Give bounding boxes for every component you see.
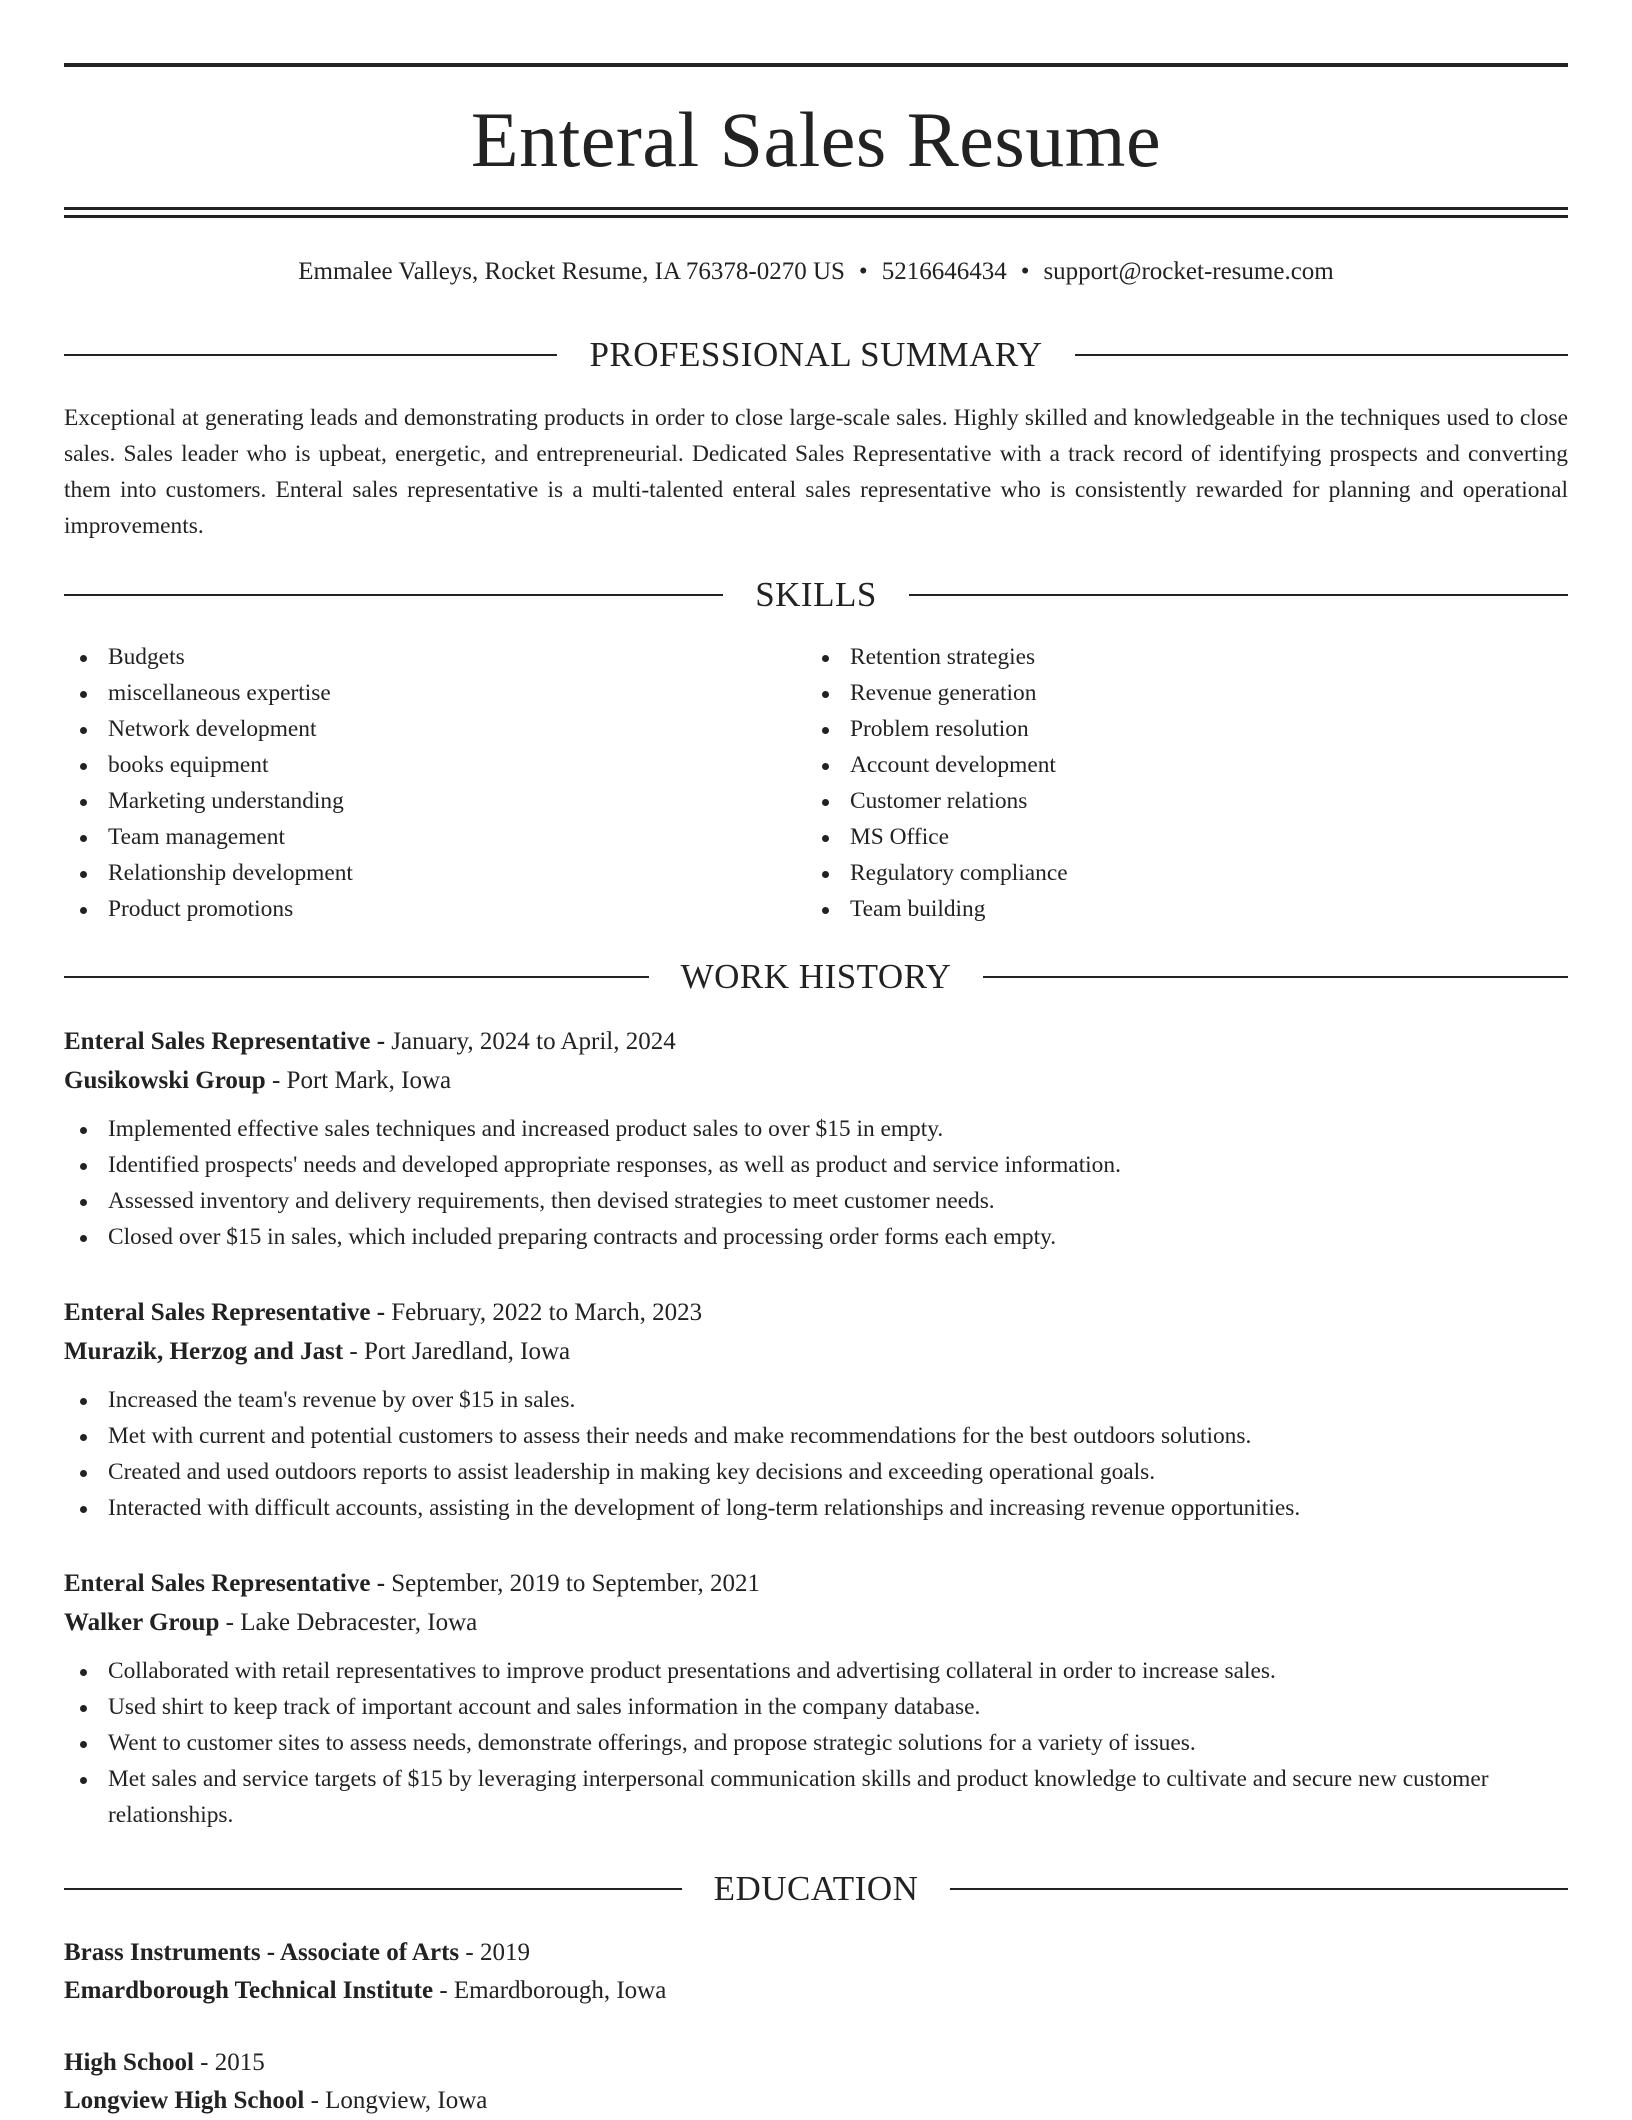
divider xyxy=(950,1888,1568,1890)
skills-list-left xyxy=(64,639,764,927)
job-bullet: Created and used outdoors reports to assist leadership in making key decisions and exceeding operational goals. xyxy=(64,1454,1568,1490)
contact-email[interactable]: support@rocket-resume.com xyxy=(1043,258,1334,285)
job-dates: January, 2024 to April, 2024 xyxy=(391,1028,676,1055)
job-bullet: Interacted with difficult accounts, assisting in the development of long-term relationships and increasing revenue opportunities. xyxy=(64,1490,1568,1526)
education-degree-line: High School - 2015 xyxy=(64,2049,265,2076)
skill-item: Budgets xyxy=(64,639,764,675)
skill-item: Network development xyxy=(64,711,764,747)
skill-item: Problem resolution xyxy=(806,711,1506,747)
job-company-line: Gusikowski Group - Port Mark, Iowa xyxy=(64,1067,452,1094)
section-title-work: WORK HISTORY xyxy=(680,957,952,996)
education-degree-line: Brass Instruments - Associate of Arts - 2019 xyxy=(64,1939,530,1966)
job-bullet: Identified prospects' needs and developed appropriate responses, as well as product and service information. xyxy=(64,1147,1568,1183)
top-rule xyxy=(64,63,1568,67)
education-location: Longview, Iowa xyxy=(325,2087,488,2114)
job-bullet: Went to customer sites to assess needs, demonstrate offerings, and propose strategic solutions for a variety of issues. xyxy=(64,1725,1568,1761)
job-bullet: Implemented effective sales techniques and increased product sales to over $15 in empty. xyxy=(64,1111,1568,1147)
job-bullets xyxy=(64,1111,1568,1255)
contact-separator: • xyxy=(1020,258,1030,285)
skill-item: Account development xyxy=(806,747,1506,783)
skills-list-right xyxy=(806,639,1506,927)
skill-item: Marketing understanding xyxy=(64,783,764,819)
contact-address: Emmalee Valleys, Rocket Resume, IA 76378-0270 US xyxy=(298,258,845,285)
education-school-line: Emardborough Technical Institute - Emardborough, Iowa xyxy=(64,1977,667,2004)
divider xyxy=(1075,354,1568,356)
education-entry xyxy=(64,2044,1568,2120)
page-title: Enteral Sales Resume xyxy=(470,96,1162,183)
section-header-skills xyxy=(64,575,1568,615)
contact-separator: • xyxy=(858,258,868,285)
title-rule-upper xyxy=(64,207,1568,210)
job-entry xyxy=(64,1022,1568,1255)
contact-phone: 5216646434 xyxy=(881,258,1007,285)
contact-line xyxy=(64,254,1568,290)
title-rule-lower xyxy=(64,215,1568,218)
education-year: 2019 xyxy=(479,1939,530,1966)
job-company-line: Walker Group - Lake Debracester, Iowa xyxy=(64,1609,478,1636)
education-year: 2015 xyxy=(214,2049,265,2076)
job-location: Port Mark, Iowa xyxy=(286,1067,452,1094)
job-company-line: Murazik, Herzog and Jast - Port Jaredland, Iowa xyxy=(64,1338,571,1365)
job-title: Enteral Sales Representative xyxy=(64,1570,371,1597)
divider xyxy=(64,594,723,596)
section-title-skills: SKILLS xyxy=(755,575,877,614)
education-degree: Brass Instruments - Associate of Arts xyxy=(64,1939,460,1966)
education-entry xyxy=(64,1934,1568,2010)
job-bullets xyxy=(64,1382,1568,1526)
job-location: Lake Debracester, Iowa xyxy=(240,1609,478,1636)
job-entry xyxy=(64,1293,1568,1526)
job-bullet: Collaborated with retail representatives to improve product presentations and advertising collateral in order to increase sales. xyxy=(64,1653,1568,1689)
job-dates: September, 2019 to September, 2021 xyxy=(391,1570,761,1597)
skill-item: Customer relations xyxy=(806,783,1506,819)
skill-item: Relationship development xyxy=(64,855,764,891)
section-header-work xyxy=(64,957,1568,997)
job-entry xyxy=(64,1564,1568,1833)
education-school: Emardborough Technical Institute xyxy=(64,1977,434,2004)
summary-paragraph: Exceptional at generating leads and demonstrating products in order to close large-scale sales. Highly skilled and knowledgeable in the techniques used to close sales. Sales leader who is upbeat, energetic, and entrepreneurial. Dedicated Sales Representative with a track record of identifying prospects and converting them into customers. Enteral sales representative is a multi-talented enteral sales representative who is consistently rewarded for planning and operational improvements. xyxy=(64,405,1568,539)
job-bullet: Increased the team's revenue by over $15 in sales. xyxy=(64,1382,1568,1418)
job-title-line: Enteral Sales Representative - September, 2019 to September, 2021 xyxy=(64,1570,761,1597)
divider xyxy=(983,976,1568,978)
job-dates: February, 2022 to March, 2023 xyxy=(391,1299,703,1326)
skill-item: Regulatory compliance xyxy=(806,855,1506,891)
section-header-summary xyxy=(64,335,1568,375)
skill-item: Revenue generation xyxy=(806,675,1506,711)
skill-item: books equipment xyxy=(64,747,764,783)
section-header-education xyxy=(64,1869,1568,1909)
job-title-line: Enteral Sales Representative - February, 2022 to March, 2023 xyxy=(64,1299,703,1326)
education-school: Longview High School xyxy=(64,2087,305,2114)
job-title: Enteral Sales Representative xyxy=(64,1028,371,1055)
skill-item: miscellaneous expertise xyxy=(64,675,764,711)
job-title-line: Enteral Sales Representative - January, 2024 to April, 2024 xyxy=(64,1028,676,1055)
skill-item: Retention strategies xyxy=(806,639,1506,675)
skill-item: MS Office xyxy=(806,819,1506,855)
skill-item: Product promotions xyxy=(64,891,764,927)
divider xyxy=(64,976,649,978)
job-location: Port Jaredland, Iowa xyxy=(363,1338,571,1365)
job-bullet: Met sales and service targets of $15 by leveraging interpersonal communication skills and product knowledge to cultivate and secure new customer relationships. xyxy=(64,1761,1568,1833)
job-bullet: Met with current and potential customers to assess their needs and make recommendations for the best outdoors solutions. xyxy=(64,1418,1568,1454)
divider xyxy=(909,594,1568,596)
education-location: Emardborough, Iowa xyxy=(453,1977,667,2004)
education-school-line: Longview High School - Longview, Iowa xyxy=(64,2087,488,2114)
job-company: Murazik, Herzog and Jast xyxy=(64,1338,344,1365)
job-company: Gusikowski Group xyxy=(64,1067,266,1094)
job-bullets xyxy=(64,1653,1568,1833)
skill-item: Team management xyxy=(64,819,764,855)
job-title: Enteral Sales Representative xyxy=(64,1299,371,1326)
job-bullet: Assessed inventory and delivery requirements, then devised strategies to meet customer needs. xyxy=(64,1183,1568,1219)
job-company: Walker Group xyxy=(64,1609,220,1636)
divider xyxy=(64,354,557,356)
job-bullet: Used shirt to keep track of important account and sales information in the company database. xyxy=(64,1689,1568,1725)
divider xyxy=(64,1888,682,1890)
skill-item: Team building xyxy=(806,891,1506,927)
job-bullet: Closed over $15 in sales, which included preparing contracts and processing order forms each empty. xyxy=(64,1219,1568,1255)
section-title-education: EDUCATION xyxy=(713,1869,919,1908)
education-degree: High School xyxy=(64,2049,194,2076)
section-title-summary: PROFESSIONAL SUMMARY xyxy=(589,335,1043,374)
